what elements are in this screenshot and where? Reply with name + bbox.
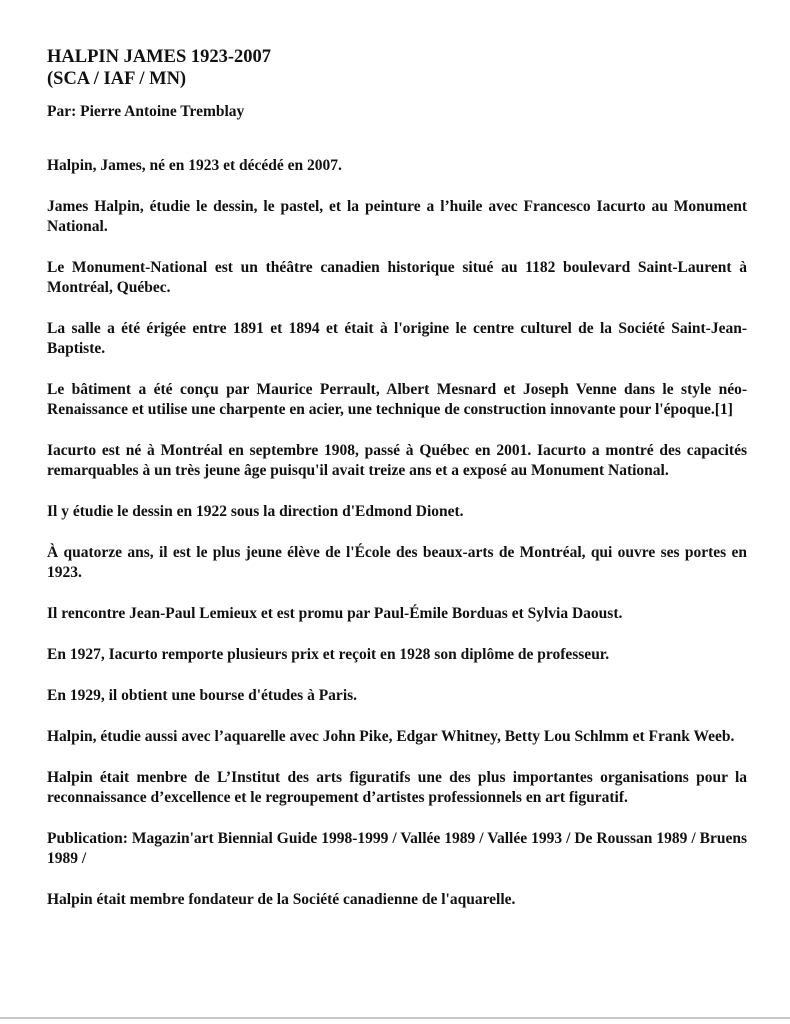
paragraph-1927: En 1927, Iacurto remporte plusieurs prix et reçoit en 1928 son diplôme de professeur. xyxy=(47,646,610,663)
paragraph-publication: Publication: Magazin'art Biennial Guide 1998-1999 / Vallée 1989 / Vallée 1993 / De Roussan 1989 / Bruens 1989 / xyxy=(47,830,747,867)
paragraph-batiment: Le bâtiment a été conçu par Maurice Perrault, Albert Mesnard et Joseph Venne dans le style néo-Renaissance et utilise une charpente en acier, une technique de construction innovante pour l'époque.[1] xyxy=(47,381,747,418)
page-bottom-edge xyxy=(0,1017,790,1019)
paragraph-aquarelle: Halpin, étudie aussi avec l’aquarelle avec John Pike, Edgar Whitney, Betty Lou Schlmm et Frank Weeb. xyxy=(47,728,735,745)
paragraph-birth-death: Halpin, James, né en 1923 et décédé en 2007. xyxy=(47,157,342,174)
author-line: Par: Pierre Antoine Tremblay xyxy=(47,103,245,120)
paragraph-institut: Halpin était menbre de L’Institut des arts figuratifs une des plus importantes organisations pour la reconnaissance d’excellence et le regroupement d’artistes professionnels en art figuratif. xyxy=(47,769,747,806)
paragraph-iacurto-birth: Iacurto est né à Montréal en septembre 1908, passé à Québec en 2001. Iacurto a montré des capacités remarquables à un très jeune âge puisqu'il avait treize ans et a exposé au Monument National. xyxy=(47,442,747,479)
paragraph-studies: James Halpin, étudie le dessin, le pastel, et la peinture a l’huile avec Francesco Iacurto au Monument National. xyxy=(47,198,747,235)
title-line-2: (SCA / IAF / MN) xyxy=(47,69,187,89)
paragraph-salle: La salle a été érigée entre 1891 et 1894 et était à l'origine le centre culturel de la Société Saint-Jean-Baptiste. xyxy=(47,320,747,357)
paragraph-ecole-beaux-arts: À quatorze ans, il est le plus jeune élève de l'École des beaux-arts de Montréal, qui ouvre ses portes en 1923. xyxy=(47,544,747,581)
paragraph-monument-national: Le Monument-National est un théâtre canadien historique situé au 1182 boulevard Saint-Laurent à Montréal, Québec. xyxy=(47,259,747,296)
document-title xyxy=(47,46,747,90)
paragraph-lemieux: Il rencontre Jean-Paul Lemieux et est promu par Paul-Émile Borduas et Sylvia Daoust. xyxy=(47,605,623,622)
title-line-1: HALPIN JAMES 1923-2007 xyxy=(47,47,272,67)
paragraph-fondateur: Halpin était membre fondateur de la Société canadienne de l'aquarelle. xyxy=(47,891,516,908)
paragraph-iacurto-1922: Il y étudie le dessin en 1922 sous la direction d'Edmond Dionet. xyxy=(47,503,464,520)
paragraph-1929: En 1929, il obtient une bourse d'études à Paris. xyxy=(47,687,358,704)
document-page xyxy=(47,46,747,910)
